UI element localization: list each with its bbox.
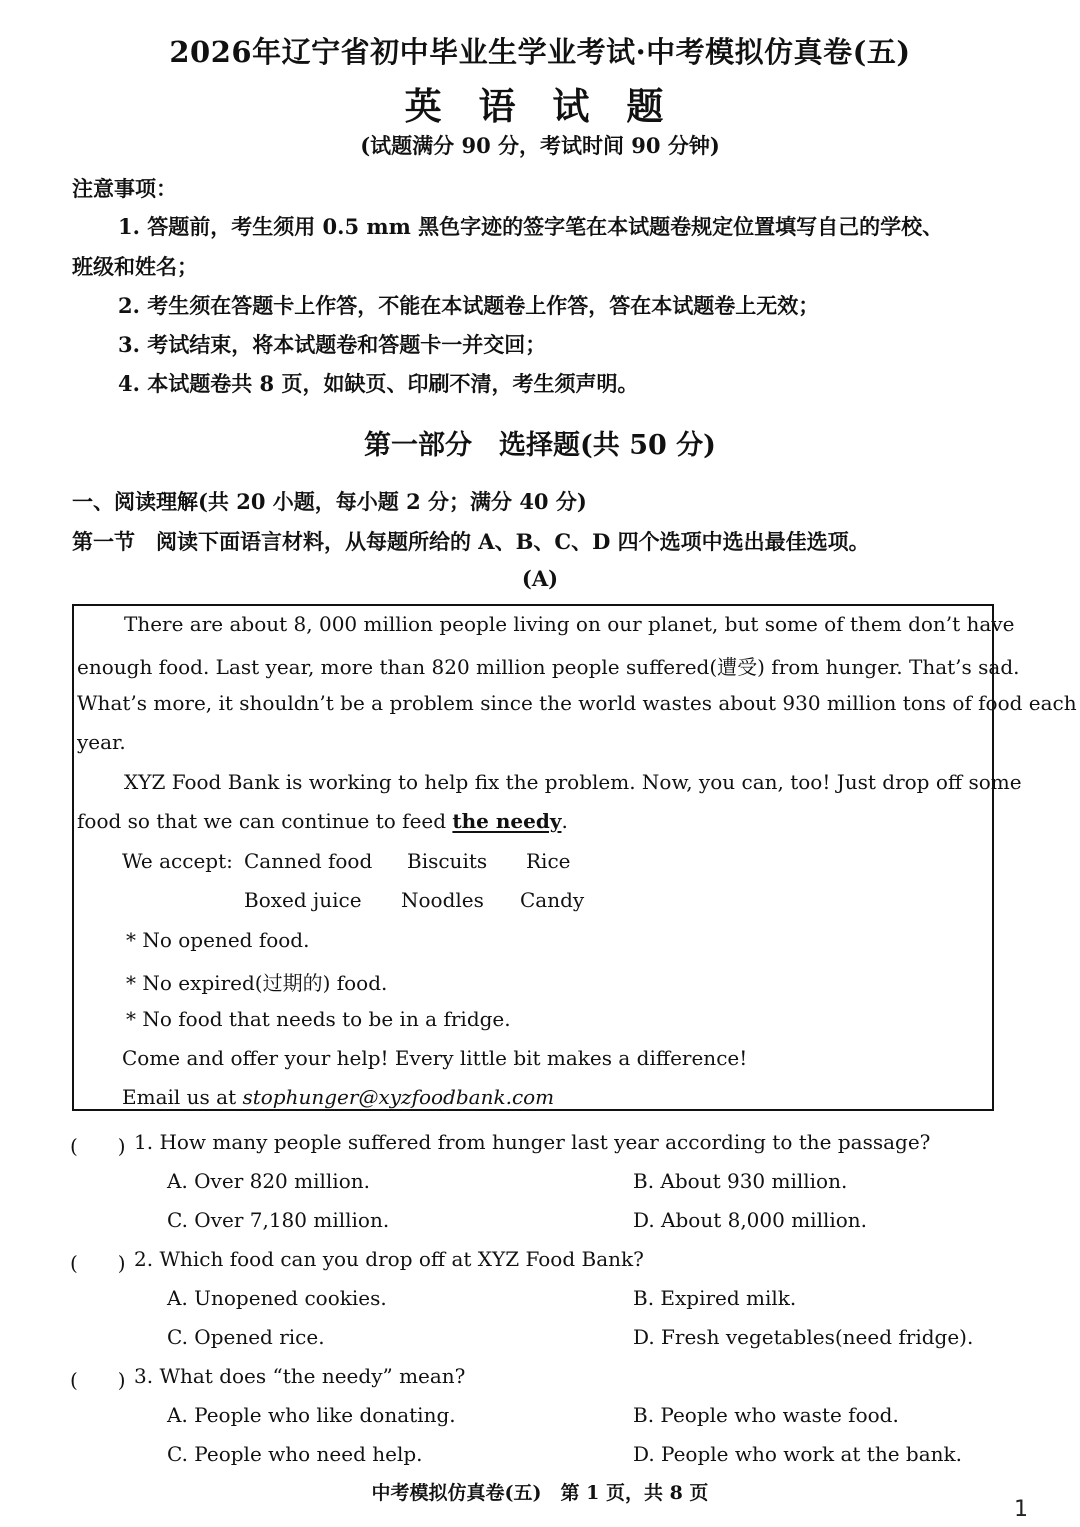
food-item: Biscuits <box>407 849 488 873</box>
question-1-option-b: B. About 930 million. <box>633 1169 848 1193</box>
notice-item-4: 4. 本试题卷共 8 页，如缺页、印刷不清，考生须声明。 <box>118 371 639 396</box>
email-line <box>122 1085 554 1109</box>
page-footer: 中考模拟仿真卷(五) 第 1 页，共 8 页 <box>371 1482 709 1504</box>
question-3-option-a: A. People who like donating. <box>167 1403 456 1427</box>
passage-line-5: XYZ Food Bank is working to help fix the problem. Now, you can, too! Just drop off some <box>124 770 1022 794</box>
question-1-option-c: C. Over 7,180 million. <box>167 1208 390 1232</box>
notice-item-1-cont: 班级和姓名； <box>72 254 198 279</box>
question-2-option-d: D. Fresh vegetables(need fridge). <box>633 1325 974 1349</box>
notice-item-2: 2. 考生须在答题卡上作答，不能在本试题卷上作答，答在本试题卷上无效； <box>118 293 820 318</box>
passage-line-6 <box>77 809 568 833</box>
passage-line-6-pre: food so that we can continue to feed <box>77 809 453 833</box>
rule-3: * No food that needs to be in a fridge. <box>126 1007 511 1031</box>
question-2-option-c: C. Opened rice. <box>167 1325 325 1349</box>
food-item: Canned food <box>244 849 373 873</box>
question-2-option-b: B. Expired milk. <box>633 1286 797 1310</box>
accept-label: We accept: <box>122 849 233 873</box>
question-1-option-a: A. Over 820 million. <box>167 1169 370 1193</box>
question-3-option-c: C. People who need help. <box>167 1442 423 1466</box>
notice-item-1: 1. 答题前，考生须用 0.5 mm 黑色字迹的签字笔在本试题卷规定位置填写自己的学校、 <box>118 214 944 239</box>
question-1-stem: 1. How many people suffered from hunger last year according to the passage? <box>134 1130 931 1154</box>
rule-1: * No opened food. <box>126 928 310 952</box>
email-label: Email us at <box>122 1085 243 1109</box>
question-3-option-d: D. People who work at the bank. <box>633 1442 962 1466</box>
rule-2: * No expired(过期的) food. <box>126 971 388 995</box>
question-3-stem: 3. What does “the needy” mean? <box>134 1364 466 1388</box>
food-item: Noodles <box>401 888 484 912</box>
passage-line-4: year. <box>77 730 126 754</box>
exam-title: 2026年辽宁省初中毕业生学业考试·中考模拟仿真卷(五) <box>169 35 911 69</box>
answer-blank: ( ) <box>70 1134 126 1158</box>
passage-line-3: What’s more, it shouldn’t be a problem since the world wastes about 930 million tons of food each <box>77 691 1077 715</box>
question-2-option-a: A. Unopened cookies. <box>167 1286 387 1310</box>
food-item: Boxed juice <box>244 888 362 912</box>
food-item: Rice <box>526 849 571 873</box>
passage-label: (A) <box>521 566 559 591</box>
answer-blank: ( ) <box>70 1251 126 1275</box>
section-heading: 一、阅读理解(共 20 小题，每小题 2 分；满分 40 分) <box>72 489 587 514</box>
underlined-the-needy: the needy <box>452 809 562 833</box>
question-2-stem: 2. Which food can you drop off at XYZ Food Bank? <box>134 1247 644 1271</box>
passage-line-6-post: . <box>561 809 568 833</box>
section-instruction: 第一节 阅读下面语言材料，从每题所给的 A、B、C、D 四个选项中选出最佳选项。 <box>72 529 870 554</box>
notice-heading: 注意事项： <box>72 176 177 201</box>
passage-line-2: enough food. Last year, more than 820 million people suffered(遭受) from hunger. That’s sad. <box>77 655 1020 679</box>
notice-item-3: 3. 考试结束，将本试题卷和答题卡一并交回； <box>118 332 547 357</box>
answer-blank: ( ) <box>70 1368 126 1392</box>
exam-meta: (试题满分 90 分，考试时间 90 分钟) <box>360 133 720 158</box>
page-number: 1 <box>1014 1497 1028 1522</box>
passage-line-1: There are about 8, 000 million people living on our planet, but some of them don’t have <box>124 612 1015 636</box>
question-3-option-b: B. People who waste food. <box>633 1403 899 1427</box>
food-item: Candy <box>520 888 585 912</box>
part-title: 第一部分 选择题(共 50 分) <box>364 430 716 461</box>
question-1-option-d: D. About 8,000 million. <box>633 1208 868 1232</box>
subject-title: 英 语 试 题 <box>404 84 676 128</box>
call-to-action: Come and offer your help! Every little bit makes a difference! <box>122 1046 748 1070</box>
email-address: stophunger@xyzfoodbank.com <box>242 1085 555 1109</box>
